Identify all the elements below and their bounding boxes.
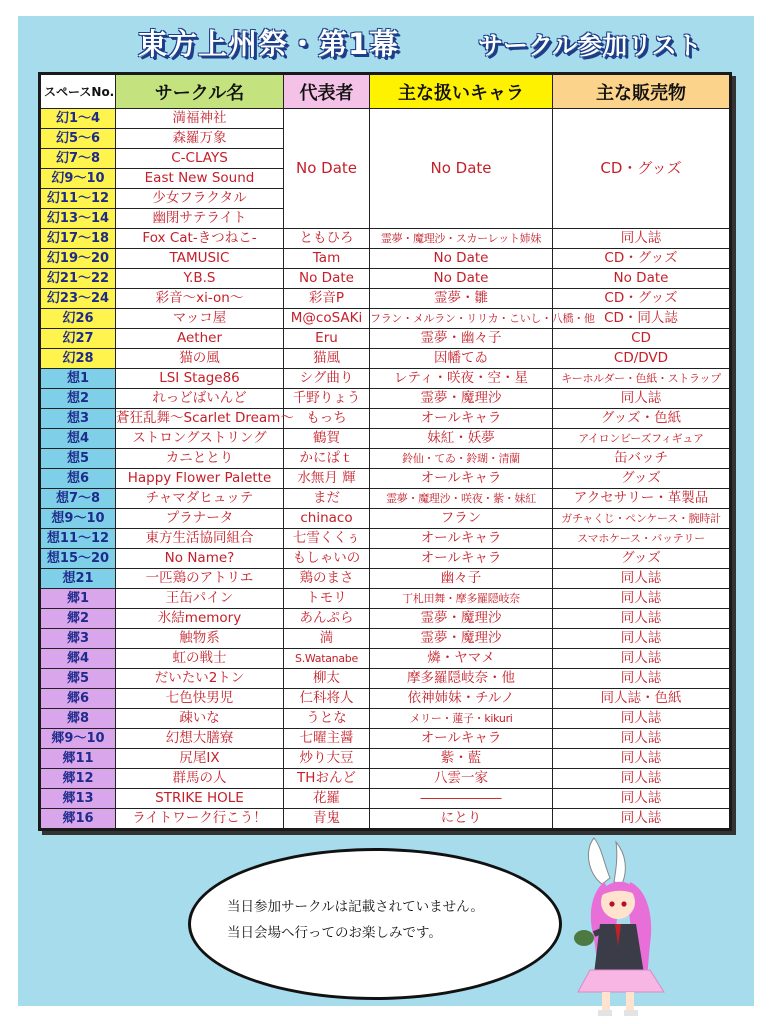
representative-cell: 満 <box>284 629 370 649</box>
space-number-cell: 幻23～24 <box>40 289 116 309</box>
space-number-cell: 郷2 <box>40 609 116 629</box>
space-number-cell: 幻13～14 <box>40 209 116 229</box>
characters-cell: 霊夢・魔理沙・スカーレット姉妹 <box>370 229 553 249</box>
table-row <box>40 769 731 789</box>
representative-cell: 彩音P <box>284 289 370 309</box>
characters-cell: レティ・咲夜・空・星 <box>370 369 553 389</box>
characters-cell: No Date <box>370 249 553 269</box>
circle-name-cell: 猫の風 <box>116 349 284 369</box>
table-row <box>40 809 731 830</box>
goods-cell: 同人誌 <box>553 769 731 789</box>
circle-name-cell: 蒼狂乱舞～Scarlet Dream～ <box>116 409 284 429</box>
representative-cell: chinaco <box>284 509 370 529</box>
space-number-cell: 幻1～4 <box>40 109 116 129</box>
table-row <box>40 649 731 669</box>
table-row <box>40 469 731 489</box>
space-number-cell: 想6 <box>40 469 116 489</box>
characters-cell: フラン <box>370 509 553 529</box>
space-number-cell: 想5 <box>40 449 116 469</box>
representative-cell: No Date <box>284 269 370 289</box>
goods-cell: スマホケース・バッテリー <box>553 529 731 549</box>
circle-name-cell: 王缶パイン <box>116 589 284 609</box>
goods-cell: アクセサリー・革製品 <box>553 489 731 509</box>
circle-name-cell: 疎いな <box>116 709 284 729</box>
goods-cell: 同人誌 <box>553 229 731 249</box>
representative-cell: 水無月 輝 <box>284 469 370 489</box>
goods-cell: グッズ <box>553 549 731 569</box>
space-number-cell: 幻21～22 <box>40 269 116 289</box>
representative-cell: Tam <box>284 249 370 269</box>
circle-name-cell: カニととり <box>116 449 284 469</box>
goods-cell: 同人誌 <box>553 629 731 649</box>
circle-name-cell: 群馬の人 <box>116 769 284 789</box>
circle-name-cell: C-CLAYS <box>116 149 284 169</box>
circle-name-cell: 七色快男児 <box>116 689 284 709</box>
circle-name-cell: 尻尾IX <box>116 749 284 769</box>
goods-cell: 同人誌 <box>553 389 731 409</box>
table-row <box>40 569 731 589</box>
table-row <box>40 309 731 329</box>
circle-name-cell: マッコ屋 <box>116 309 284 329</box>
representative-cell: もっち <box>284 409 370 429</box>
table-row <box>40 549 731 569</box>
representative-cell: 七曜主醤 <box>284 729 370 749</box>
goods-cell: ガチャくじ・ペンケース・腕時計 <box>553 509 731 529</box>
circle-name-cell: ストロングストリング <box>116 429 284 449</box>
table-row <box>40 369 731 389</box>
notice-line-1: 当日参加サークルは記載されていません。 <box>227 899 484 915</box>
representative-cell: S.Watanabe <box>284 649 370 669</box>
circle-name-cell: 彩音～xi-on～ <box>116 289 284 309</box>
table-row <box>40 349 731 369</box>
table-row <box>40 329 731 349</box>
circle-name-cell: 少女フラクタル <box>116 189 284 209</box>
characters-cell: 鈴仙・てゐ・鈴瑚・清蘭 <box>370 449 553 469</box>
circle-name-cell: ライトワーク行こう！ <box>116 809 284 830</box>
space-number-cell: 想4 <box>40 429 116 449</box>
circle-name-cell: LSI Stage86 <box>116 369 284 389</box>
representative-cell: Eru <box>284 329 370 349</box>
header-main-characters: 主な扱いキャラ <box>370 74 553 109</box>
characters-cell: フラン・メルラン・リリカ・こいし・八橋・他 <box>370 309 553 329</box>
representative-cell: 青鬼 <box>284 809 370 830</box>
space-number-cell: 想15～20 <box>40 549 116 569</box>
representative-cell: 鶴賀 <box>284 429 370 449</box>
space-number-cell: 幻9～10 <box>40 169 116 189</box>
table-header-row <box>40 74 731 109</box>
goods-cell: 同人誌 <box>553 649 731 669</box>
goods-cell: CD・グッズ <box>553 289 731 309</box>
circle-name-cell: No Name? <box>116 549 284 569</box>
characters-cell: オールキャラ <box>370 529 553 549</box>
goods-cell: CD・同人誌 <box>553 309 731 329</box>
characters-cell: 霊夢・魔理沙 <box>370 609 553 629</box>
characters-cell: 因幡てゐ <box>370 349 553 369</box>
characters-cell: 妹紅・妖夢 <box>370 429 553 449</box>
representative-cell: 千野りょう <box>284 389 370 409</box>
representative-cell: あんぷら <box>284 609 370 629</box>
representative-cell: うとな <box>284 709 370 729</box>
characters-cell: メリー・蓮子・kikuri <box>370 709 553 729</box>
space-number-cell: 想1 <box>40 369 116 389</box>
goods-cell: 同人誌 <box>553 809 731 830</box>
goods-cell: CD・グッズ <box>553 109 731 229</box>
characters-cell: ―――――― <box>370 789 553 809</box>
goods-cell: 同人誌 <box>553 669 731 689</box>
characters-cell: 霊夢・雛 <box>370 289 553 309</box>
representative-cell: もしゃいの <box>284 549 370 569</box>
table-row <box>40 529 731 549</box>
characters-cell: にとり <box>370 809 553 830</box>
representative-cell: THおんど <box>284 769 370 789</box>
representative-cell: 仁科将人 <box>284 689 370 709</box>
representative-cell: No Date <box>284 109 370 229</box>
space-number-cell: 幻5～6 <box>40 129 116 149</box>
goods-cell: 同人誌 <box>553 609 731 629</box>
circle-name-cell: チャマダヒュッテ <box>116 489 284 509</box>
representative-cell: 猫風 <box>284 349 370 369</box>
characters-cell: 八雲一家 <box>370 769 553 789</box>
characters-cell: 紫・藍 <box>370 749 553 769</box>
circle-name-cell: 虹の戦士 <box>116 649 284 669</box>
circle-name-cell: 東方生活協同組合 <box>116 529 284 549</box>
table-row <box>40 489 731 509</box>
table-row <box>40 429 731 449</box>
circle-name-cell: Fox Cat-きつねこ- <box>116 229 284 249</box>
representative-cell: M@coSAKi <box>284 309 370 329</box>
circle-name-cell: TAMUSIC <box>116 249 284 269</box>
representative-cell: トモリ <box>284 589 370 609</box>
circle-name-cell: 幽閉サテライト <box>116 209 284 229</box>
table-row <box>40 609 731 629</box>
table-row <box>40 749 731 769</box>
goods-cell: 缶バッチ <box>553 449 731 469</box>
goods-cell: No Date <box>553 269 731 289</box>
space-number-cell: 幻11～12 <box>40 189 116 209</box>
space-number-cell: 郷9～10 <box>40 729 116 749</box>
characters-cell: オールキャラ <box>370 409 553 429</box>
goods-cell: グッズ <box>553 469 731 489</box>
table-body <box>40 109 731 830</box>
goods-cell: グッズ・色紙 <box>553 409 731 429</box>
representative-cell: まだ <box>284 489 370 509</box>
header-circle-name: サークル名 <box>116 74 284 109</box>
goods-cell: CD/DVD <box>553 349 731 369</box>
goods-cell: 同人誌 <box>553 749 731 769</box>
space-number-cell: 郷11 <box>40 749 116 769</box>
table-row <box>40 629 731 649</box>
space-number-cell: 幻7～8 <box>40 149 116 169</box>
notice-bubble <box>188 848 562 1000</box>
table-row <box>40 709 731 729</box>
characters-cell: 摩多羅隠岐奈・他 <box>370 669 553 689</box>
space-number-cell: 郷12 <box>40 769 116 789</box>
characters-cell: 依神姉妹・チルノ <box>370 689 553 709</box>
space-number-cell: 想3 <box>40 409 116 429</box>
goods-cell: 同人誌 <box>553 589 731 609</box>
table-row <box>40 669 731 689</box>
space-number-cell: 郷6 <box>40 689 116 709</box>
space-number-cell: 郷5 <box>40 669 116 689</box>
notice-line-2: 当日会場へ行ってのお楽しみです。 <box>227 925 442 941</box>
space-number-cell: 想2 <box>40 389 116 409</box>
header-space-no: スペースNo. <box>40 74 116 109</box>
goods-cell: 同人誌・色紙 <box>553 689 731 709</box>
characters-cell: 丁札田舞・摩多羅隠岐奈 <box>370 589 553 609</box>
circle-name-cell: Aether <box>116 329 284 349</box>
goods-cell: 同人誌 <box>553 569 731 589</box>
characters-cell: オールキャラ <box>370 549 553 569</box>
space-number-cell: 想7～8 <box>40 489 116 509</box>
table-row <box>40 389 731 409</box>
circle-name-cell: East New Sound <box>116 169 284 189</box>
goods-cell: 同人誌 <box>553 729 731 749</box>
goods-cell: CD <box>553 329 731 349</box>
header-main-goods: 主な販売物 <box>553 74 731 109</box>
representative-cell: 花羅 <box>284 789 370 809</box>
characters-cell: 霊夢・幽々子 <box>370 329 553 349</box>
table-row <box>40 729 731 749</box>
flyer-sheet <box>18 16 754 1006</box>
space-number-cell: 郷1 <box>40 589 116 609</box>
circle-name-cell: 満福神社 <box>116 109 284 129</box>
table-row <box>40 589 731 609</box>
circle-name-cell: STRIKE HOLE <box>116 789 284 809</box>
circle-name-cell: プラナータ <box>116 509 284 529</box>
space-number-cell: 郷13 <box>40 789 116 809</box>
circle-name-cell: れっどばいんど <box>116 389 284 409</box>
representative-cell: シグ曲り <box>284 369 370 389</box>
space-number-cell: 幻26 <box>40 309 116 329</box>
space-number-cell: 郷8 <box>40 709 116 729</box>
characters-cell: オールキャラ <box>370 729 553 749</box>
characters-cell: 燐・ヤマメ <box>370 649 553 669</box>
goods-cell: 同人誌 <box>553 709 731 729</box>
space-number-cell: 郷3 <box>40 629 116 649</box>
characters-cell: オールキャラ <box>370 469 553 489</box>
table-row <box>40 229 731 249</box>
circle-name-cell: Happy Flower Palette <box>116 469 284 489</box>
circle-name-cell: 幻想大膳寮 <box>116 729 284 749</box>
page-title: 東方上州祭・第1幕 <box>138 27 400 61</box>
space-number-cell: 幻17～18 <box>40 229 116 249</box>
representative-cell: 鶏のまさ <box>284 569 370 589</box>
table-row <box>40 249 731 269</box>
circle-name-cell: 一匹鶏のアトリエ <box>116 569 284 589</box>
table-row <box>40 409 731 429</box>
circle-name-cell: 触物系 <box>116 629 284 649</box>
goods-cell: CD・グッズ <box>553 249 731 269</box>
table-row <box>40 269 731 289</box>
space-number-cell: 想21 <box>40 569 116 589</box>
characters-cell: No Date <box>370 269 553 289</box>
space-number-cell: 幻28 <box>40 349 116 369</box>
bunny-girl-mascot-icon <box>554 834 714 1018</box>
goods-cell: アイロンビーズフィギュア <box>553 429 731 449</box>
table-row <box>40 789 731 809</box>
circle-name-cell: 森羅万象 <box>116 129 284 149</box>
representative-cell: 炒り大豆 <box>284 749 370 769</box>
circle-list-table <box>38 72 732 831</box>
representative-cell: かにぱｔ <box>284 449 370 469</box>
table-row <box>40 289 731 309</box>
representative-cell: 柳太 <box>284 669 370 689</box>
header-representative: 代表者 <box>284 74 370 109</box>
characters-cell: 霊夢・魔理沙 <box>370 389 553 409</box>
representative-cell: 七雪くくぅ <box>284 529 370 549</box>
circle-name-cell: だいたい2トン <box>116 669 284 689</box>
table-row <box>40 689 731 709</box>
table-row <box>40 109 731 129</box>
goods-cell: 同人誌 <box>553 789 731 809</box>
space-number-cell: 想9～10 <box>40 509 116 529</box>
representative-cell: ともひろ <box>284 229 370 249</box>
space-number-cell: 郷16 <box>40 809 116 830</box>
space-number-cell: 想11～12 <box>40 529 116 549</box>
space-number-cell: 郷4 <box>40 649 116 669</box>
characters-cell: 霊夢・魔理沙・咲夜・紫・妹紅 <box>370 489 553 509</box>
characters-cell: No Date <box>370 109 553 229</box>
circle-name-cell: Y.B.S <box>116 269 284 289</box>
space-number-cell: 幻19～20 <box>40 249 116 269</box>
goods-cell: キーホルダー・色紙・ストラップ <box>553 369 731 389</box>
space-number-cell: 幻27 <box>40 329 116 349</box>
characters-cell: 霊夢・魔理沙 <box>370 629 553 649</box>
circle-name-cell: 氷結memory <box>116 609 284 629</box>
table-row <box>40 509 731 529</box>
table-row <box>40 449 731 469</box>
page-subtitle: サークル参加リスト <box>478 31 702 60</box>
characters-cell: 幽々子 <box>370 569 553 589</box>
